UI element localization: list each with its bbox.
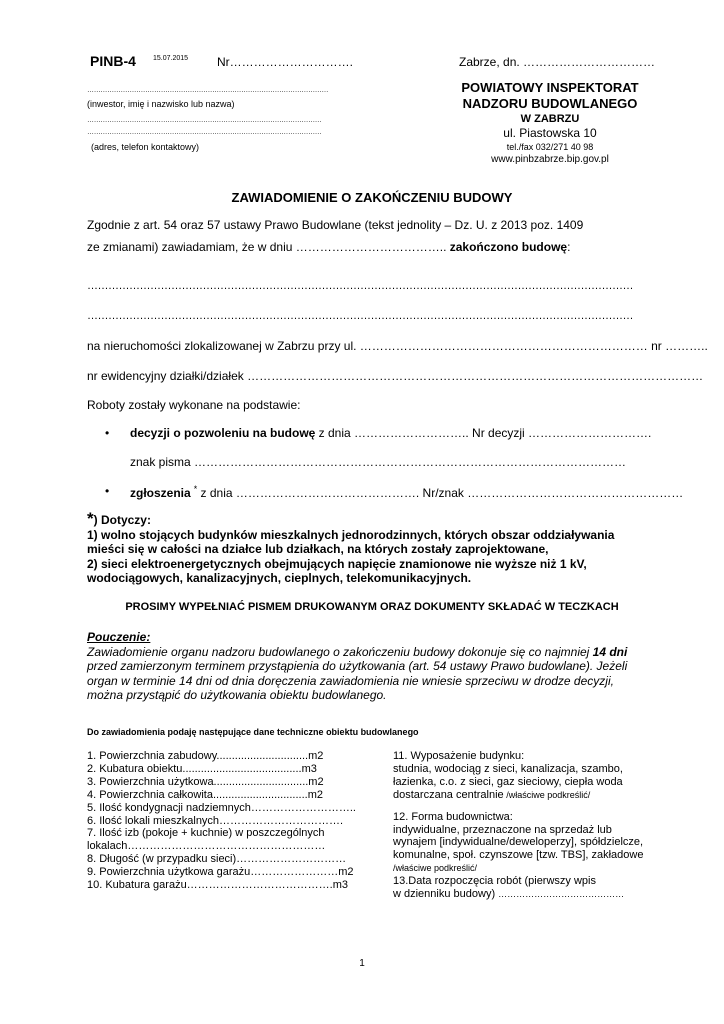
tech-item-2[interactable]: 2. Kubatura obiektu.......................................m3: [87, 762, 317, 775]
permit-decision-fields[interactable]: z dnia ……………………….. Nr decyzji ………………………….: [315, 426, 652, 440]
tech-item-5[interactable]: 5. Ilość kondygnacji nadziemnych………………………..: [87, 801, 356, 814]
notification-row[interactable]: [130, 484, 683, 500]
start-date-field[interactable]: ……………………………………: [498, 889, 625, 900]
parcel-number-field[interactable]: nr ewidencyjny działki/działek ……………………………………………………………………………………………………: [87, 369, 704, 383]
tech-data-left-list: [87, 750, 356, 892]
equipment-option[interactable]: dostarczana centralnie: [393, 788, 504, 801]
instruction-line-1: [87, 645, 627, 660]
notification-label: zgłoszenia: [130, 486, 191, 500]
equipment-note: /właściwe podkreślić/: [503, 789, 591, 800]
permit-decision-row[interactable]: [130, 426, 651, 440]
form-code: PINB-4: [90, 53, 136, 69]
tech-item-4[interactable]: 4. Powierzchnia całkowita...............................m2: [87, 788, 323, 801]
start-date-line-2: [393, 888, 643, 901]
permit-decision-label: decyzji o pozwoleniu na budowę: [130, 426, 316, 440]
recipient-line-2: NADZORU BUDOWLANEGO: [462, 96, 638, 111]
tech-item-3[interactable]: 3. Powierzchnia użytkowa...............................m2: [87, 775, 324, 788]
instruction-deadline: 14 dni: [592, 644, 628, 659]
construction-form-title: 12. Forma budownictwa:: [393, 810, 513, 823]
notification-fields[interactable]: z dnia ………………………………………. Nr/znak ………………………………………………: [197, 486, 684, 500]
document-title: ZAWIADOMIENIE O ZAKOŃCZENIU BUDOWY: [231, 190, 513, 205]
colon: :: [567, 240, 571, 254]
intro-line-1: Zgodnie z art. 54 oraz 57 ustawy Prawo Budowlane (tekst jednolity – Dz. U. z 2013 poz. 1409: [87, 218, 584, 232]
equipment-title: 11. Wyposażenie budynku:: [393, 750, 525, 762]
basis-heading: Roboty zostały wykonane na podstawie:: [87, 398, 301, 412]
recipient-website: www.pinbzabrze.bip.gov.pl: [491, 154, 609, 165]
completion-label: zakończono budowę: [449, 240, 568, 254]
instruction-line-2: przed zamierzonym terminem przystąpienia do użytkowania (art. 54 ustawy Prawo budowlane). Jeżeli: [87, 659, 628, 673]
tech-item-7-cont[interactable]: lokalach………………………………………………: [87, 840, 326, 853]
recipient-street: ul. Piastowska 10: [503, 126, 597, 140]
address-label: (adres, telefon kontaktowy): [91, 142, 200, 152]
recipient-block: [400, 80, 700, 166]
recipient-line-3: W ZABRZU: [520, 113, 580, 125]
property-location-field[interactable]: na nieruchomości zlokalizowanej w Zabrzu przy ul. ……………………………………………………………… nr ………..: [87, 339, 708, 353]
recipient-line-1: POWIATOWY INSPEKTORAT: [461, 80, 639, 95]
spacer: [393, 802, 643, 811]
instruction-heading: Pouczenie:: [87, 630, 151, 644]
footnote-heading: [87, 509, 614, 528]
footnote-line-3: 2) sieci elektroenergetycznych obejmujących napięcie znamionowe nie wyższe niż 1 kV,: [87, 556, 587, 571]
bullet-icon: •: [105, 484, 110, 498]
instruction-line-4: można przystąpić do użytkowania obiektu budowlanego.: [87, 688, 387, 702]
description-line-2[interactable]: …………………………………………………………………………………………………………………………………………: [87, 310, 633, 322]
footnote-heading-text: ) Dotyczy:: [93, 513, 151, 527]
construction-form-line-2[interactable]: wynajem [indywidualne/deweloperzy], spółdzielcze,: [393, 836, 644, 849]
tech-item-1[interactable]: 1. Powierzchnia zabudowy..............................m2: [87, 750, 324, 762]
construction-form-line-1[interactable]: indywidualne, przeznaczone na sprzedaż lub: [393, 823, 612, 836]
footnote-line-1: 1) wolno stojących budynków mieszkalnych jednorodzinnych, których obszar oddziaływania: [87, 527, 615, 542]
instruction-line-3: organ w terminie 14 dni od dnia doręczenia zawiadomienia nie wniesie sprzeciwu w drodze decyzji,: [87, 673, 614, 688]
equipment-line-1[interactable]: studnia, wodociąg z sieci, kanalizacja, szambo,: [393, 762, 623, 775]
tech-item-10[interactable]: 10. Kubatura garażu………………………………….m3: [87, 879, 349, 892]
footnote-mark: *: [193, 484, 198, 494]
form-date: 15.07.2015: [153, 55, 189, 62]
start-date-label: w dzienniku budowy): [393, 888, 499, 901]
tech-data-heading: Do zawiadomienia podaję następujące dane techniczne obiektu budowlanego: [87, 727, 419, 737]
completion-date-field[interactable]: ze zmianami) zawiadamiam, że w dniu ………………………………..: [87, 240, 450, 254]
instruction-block: [87, 630, 627, 703]
description-line-1[interactable]: …………………………………………………………………………………………………………………………………………: [87, 280, 633, 292]
construction-form-line-3[interactable]: komunalne, społ. czynszowe [tzw. TBS], zakładowe: [393, 849, 644, 862]
tech-item-7[interactable]: 7. Ilość izb (pokoje + kuchnie) w poszczególnych: [87, 827, 325, 840]
bullet-icon: •: [105, 426, 110, 440]
address-field-1[interactable]: ……………………………………………………………………………………………: [87, 117, 322, 124]
footnote-star: *: [87, 509, 94, 528]
instruction-text: Zawiadomienie organu nadzoru budowlanego o zakończeniu budowy dokonuje się co najmniej: [87, 644, 593, 659]
tech-data-right-list: [393, 750, 643, 901]
start-date-line-1: 13.Data rozpoczęcia robót (pierwszy wpis: [393, 875, 596, 888]
footnote-line-2: mieści się w całości na działce lub działkach, na których zostały zaprojektowane,: [87, 542, 549, 556]
tech-item-6[interactable]: 6. Ilość lokali mieszkalnych…………………………….: [87, 814, 344, 827]
equipment-line-2[interactable]: łazienka, c.o. z sieci, gaz sieciowy, ciepła woda: [393, 775, 623, 788]
tech-item-9[interactable]: 9. Powierzchnia użytkowa garażu……………………m2: [87, 866, 354, 879]
page-number: 1: [359, 958, 365, 969]
document-number-field[interactable]: Nr………………………….: [217, 55, 353, 69]
city-date-field[interactable]: Zabrze, dn. ……………………………: [459, 55, 656, 69]
footnote-block: [87, 509, 615, 586]
address-field-2[interactable]: ……………………………………………………………………………………………: [87, 129, 322, 136]
reference-number-field[interactable]: znak pisma ………………………………………………………………………………………………: [130, 455, 627, 469]
construction-form-note: /właściwe podkreślić/: [393, 863, 478, 874]
fill-instruction: PROSIMY WYPEŁNIAĆ PISMEM DRUKOWANYM ORAZ DOKUMENTY SKŁADAĆ W TECZKACH: [125, 601, 619, 613]
intro-line-2: [87, 240, 570, 254]
recipient-phone: tel./fax 032/271 40 98: [506, 142, 594, 152]
investor-label: (inwestor, imię i nazwisko lub nazwa): [87, 99, 235, 109]
footnote-line-4: wodociągowych, kanalizacyjnych, cieplnych, telekomunikacyjnych.: [87, 571, 472, 585]
equipment-line-3[interactable]: [393, 789, 643, 802]
tech-item-8[interactable]: 8. Długość (w przypadku sieci)…………………………: [87, 853, 347, 866]
investor-field[interactable]: ………………………………………………………………………………………………: [87, 87, 329, 94]
